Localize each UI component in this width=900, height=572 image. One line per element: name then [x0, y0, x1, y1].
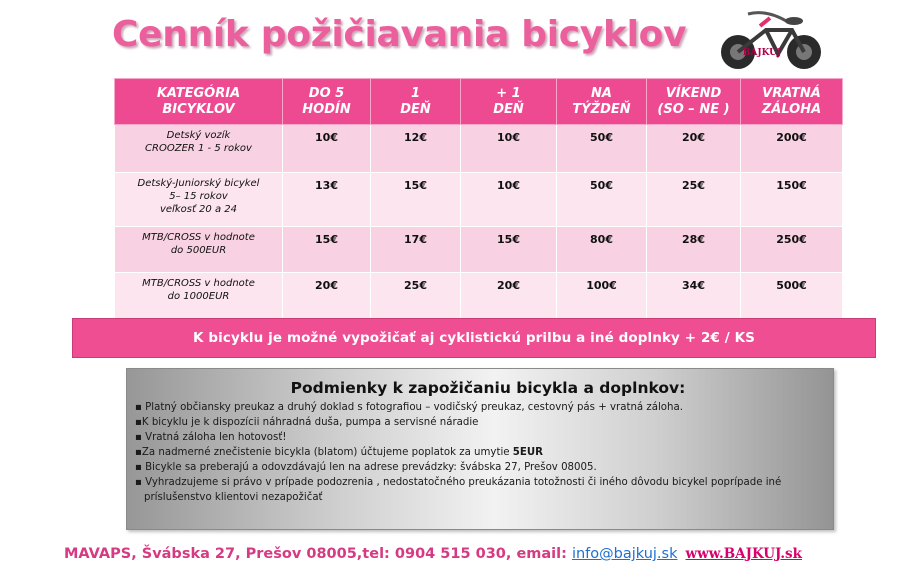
conditions-list: [135, 400, 823, 505]
table-row: [115, 125, 843, 173]
header-extra-day: + 1 DEŇ: [461, 79, 557, 125]
condition-item: ▪Za nadmerné znečistenie bicykla (blatom) účtujeme poplatok za umytie 5EUR: [135, 447, 543, 458]
price-table: [114, 78, 843, 319]
table-header-row: [115, 79, 843, 125]
deposit-cell: 150€: [741, 173, 843, 227]
deposit-cell: 250€: [741, 227, 843, 273]
price-cell: 20€: [461, 273, 557, 319]
price-cell: 15€: [283, 227, 371, 273]
website-link[interactable]: www.BAJKUJ.sk: [685, 546, 802, 562]
conditions-heading: Podmienky k zapožičaniu bicykla a doplnkov:: [290, 379, 686, 397]
category-cell: MTB/CROSS v hodnote do 500EUR: [115, 227, 283, 273]
price-cell: 10€: [283, 125, 371, 173]
contact-text: MAVAPS, Švábska 27, Prešov 08005,tel: 0904 515 030, email:: [64, 546, 572, 562]
bicycle-logo-icon: [708, 8, 836, 74]
category-cell: Detský vozík CROOZER 1 - 5 rokov: [115, 125, 283, 173]
price-cell: 25€: [371, 273, 461, 319]
header-deposit: VRATNÁ ZÁLOHA: [741, 79, 843, 125]
condition-item: ▪K bicyklu je k dispozícii náhradná duša, pumpa a servisné náradie: [135, 417, 479, 428]
header-week: NA TÝŽDEŇ: [557, 79, 647, 125]
price-cell: 50€: [557, 125, 647, 173]
header-category: KATEGÓRIA BICYKLOV: [115, 79, 283, 125]
accessories-banner: K bicyklu je možné vypožičať aj cyklistickú prilbu a iné doplnky + 2€ / KS: [72, 318, 876, 358]
price-cell: 80€: [557, 227, 647, 273]
table-row: [115, 173, 843, 227]
table-row: [115, 273, 843, 319]
price-cell: 15€: [371, 173, 461, 227]
price-cell: 50€: [557, 173, 647, 227]
deposit-cell: 500€: [741, 273, 843, 319]
price-cell: 20€: [283, 273, 371, 319]
email-link[interactable]: info@bajkuj.sk: [571, 546, 678, 562]
condition-item: ▪ Bicykle sa preberajú a odovzdávajú len na adrese prevádzky: švábska 27, Prešov 08005.: [135, 462, 597, 473]
price-cell: 13€: [283, 173, 371, 227]
header-weekend: VÍKEND (SO – NE ): [647, 79, 741, 125]
price-cell: 28€: [647, 227, 741, 273]
price-cell: 12€: [371, 125, 461, 173]
condition-item: ▪ Vyhradzujeme si právo v prípade podozrenia , nedostatočného preukázania totožnosti či iného dôvodu bicykel poprípade iné príslušenstvo klientovi nezapožičať: [135, 477, 782, 503]
footer-contact: [64, 546, 900, 562]
header-1-day: 1 DEŇ: [371, 79, 461, 125]
price-cell: 25€: [647, 173, 741, 227]
category-cell: Detský-Juniorský bicykel 5– 15 rokov veľkosť 20 a 24: [115, 173, 283, 227]
deposit-cell: 200€: [741, 125, 843, 173]
logo-text: BAJKUJ: [742, 48, 782, 58]
condition-item: ▪ Platný občiansky preukaz a druhý doklad s fotografiou – vodičský preukaz, cestovný pás + vratná záloha.: [135, 402, 683, 413]
conditions-box: [126, 368, 834, 530]
header-5-hours: DO 5 HODÍN: [283, 79, 371, 125]
condition-item: ▪ Vratná záloha len hotovosť!: [135, 432, 287, 443]
bajkuj-logo: [708, 8, 836, 74]
category-cell: MTB/CROSS v hodnote do 1000EUR: [115, 273, 283, 319]
price-cell: 17€: [371, 227, 461, 273]
price-cell: 10€: [461, 173, 557, 227]
cleaning-fee: 5EUR: [512, 447, 543, 458]
price-cell: 100€: [557, 273, 647, 319]
price-cell: 10€: [461, 125, 557, 173]
price-cell: 15€: [461, 227, 557, 273]
price-cell: 20€: [647, 125, 741, 173]
price-cell: 34€: [647, 273, 741, 319]
table-row: [115, 227, 843, 273]
page-title: Cenník požičiavania bicyklov: [112, 14, 687, 55]
